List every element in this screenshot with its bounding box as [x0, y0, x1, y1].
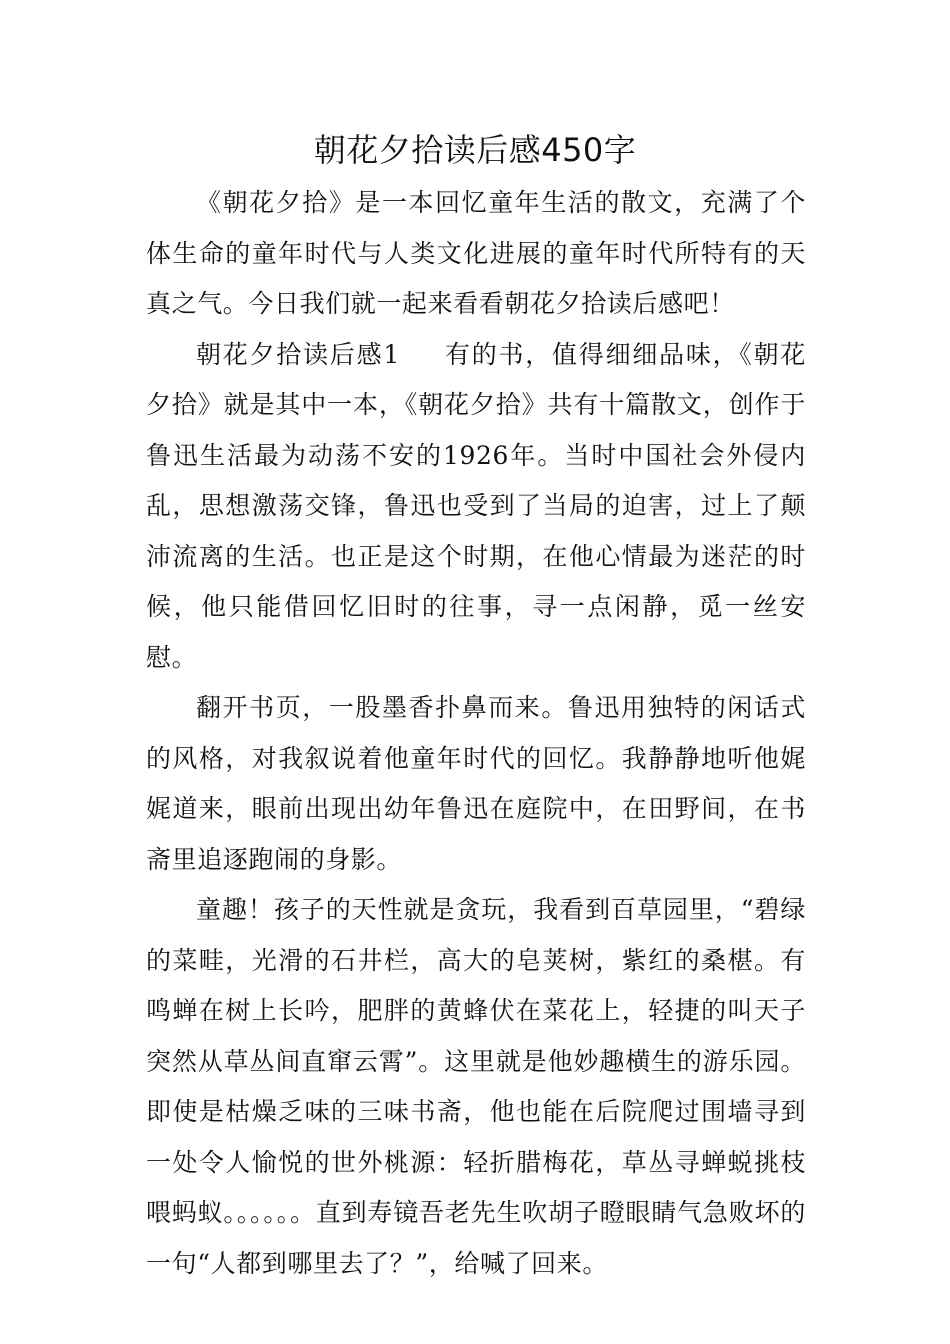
paragraph-3: 翻开书页，一股墨香扑鼻而来。鲁迅用独特的闲话式的风格，对我叙说着他童年时代的回忆。我静静地听他娓娓道来，眼前出现出幼年鲁迅在庭院中，在田野间，在书斋里追逐跑闹的身影。 [146, 693, 806, 874]
paragraph-4: 童趣！孩子的天性就是贪玩，我看到百草园里，“碧绿的菜畦，光滑的石井栏，高大的皂荚树，紫红的桑椹。有鸣蝉在树上长吟，肥胖的黄蜂伏在菜花上，轻捷的叫天子突然从草丛间直窜云霄”。这里就是他妙趣横生的游乐园。即使是枯燥乏味的三味书斋，他也能在后院爬过围墙寻到一处令人愉悦的世外桃源：轻折腊梅花，草丛寻蝉蜕挑枝喂蚂蚁。。。。。。直到寿镜吾老先生吹胡子瞪眼睛气急败坏的一句“人都到哪里去了？”，给喊了回来。 [146, 895, 806, 1278]
section-1-text: 有的书，值得细细品味，《朝花夕拾》就是其中一本，《朝花夕拾》共有十篇散文，创作于鲁迅生活最为动荡不安的1926年。当时中国社会外侵内乱，思想激荡交锋，鲁迅也受到了当局的迫害，过上了颠沛流离的生活。也正是这个时期，在他心情最为迷茫的时候，他只能借回忆旧时的往事，寻一点闲静，觅一丝安慰。 [146, 339, 806, 672]
document-body [146, 178, 806, 1289]
section-1-paragraph [146, 330, 806, 684]
intro-paragraph: 《朝花夕拾》是一本回忆童年生活的散文，充满了个体生命的童年时代与人类文化进展的童年时代所特有的天真之气。今日我们就一起来看看朝花夕拾读后感吧！ [146, 188, 806, 318]
document-title: 朝花夕拾读后感450字 [313, 131, 637, 169]
section-heading: 朝花夕拾读后感1 [196, 339, 400, 369]
